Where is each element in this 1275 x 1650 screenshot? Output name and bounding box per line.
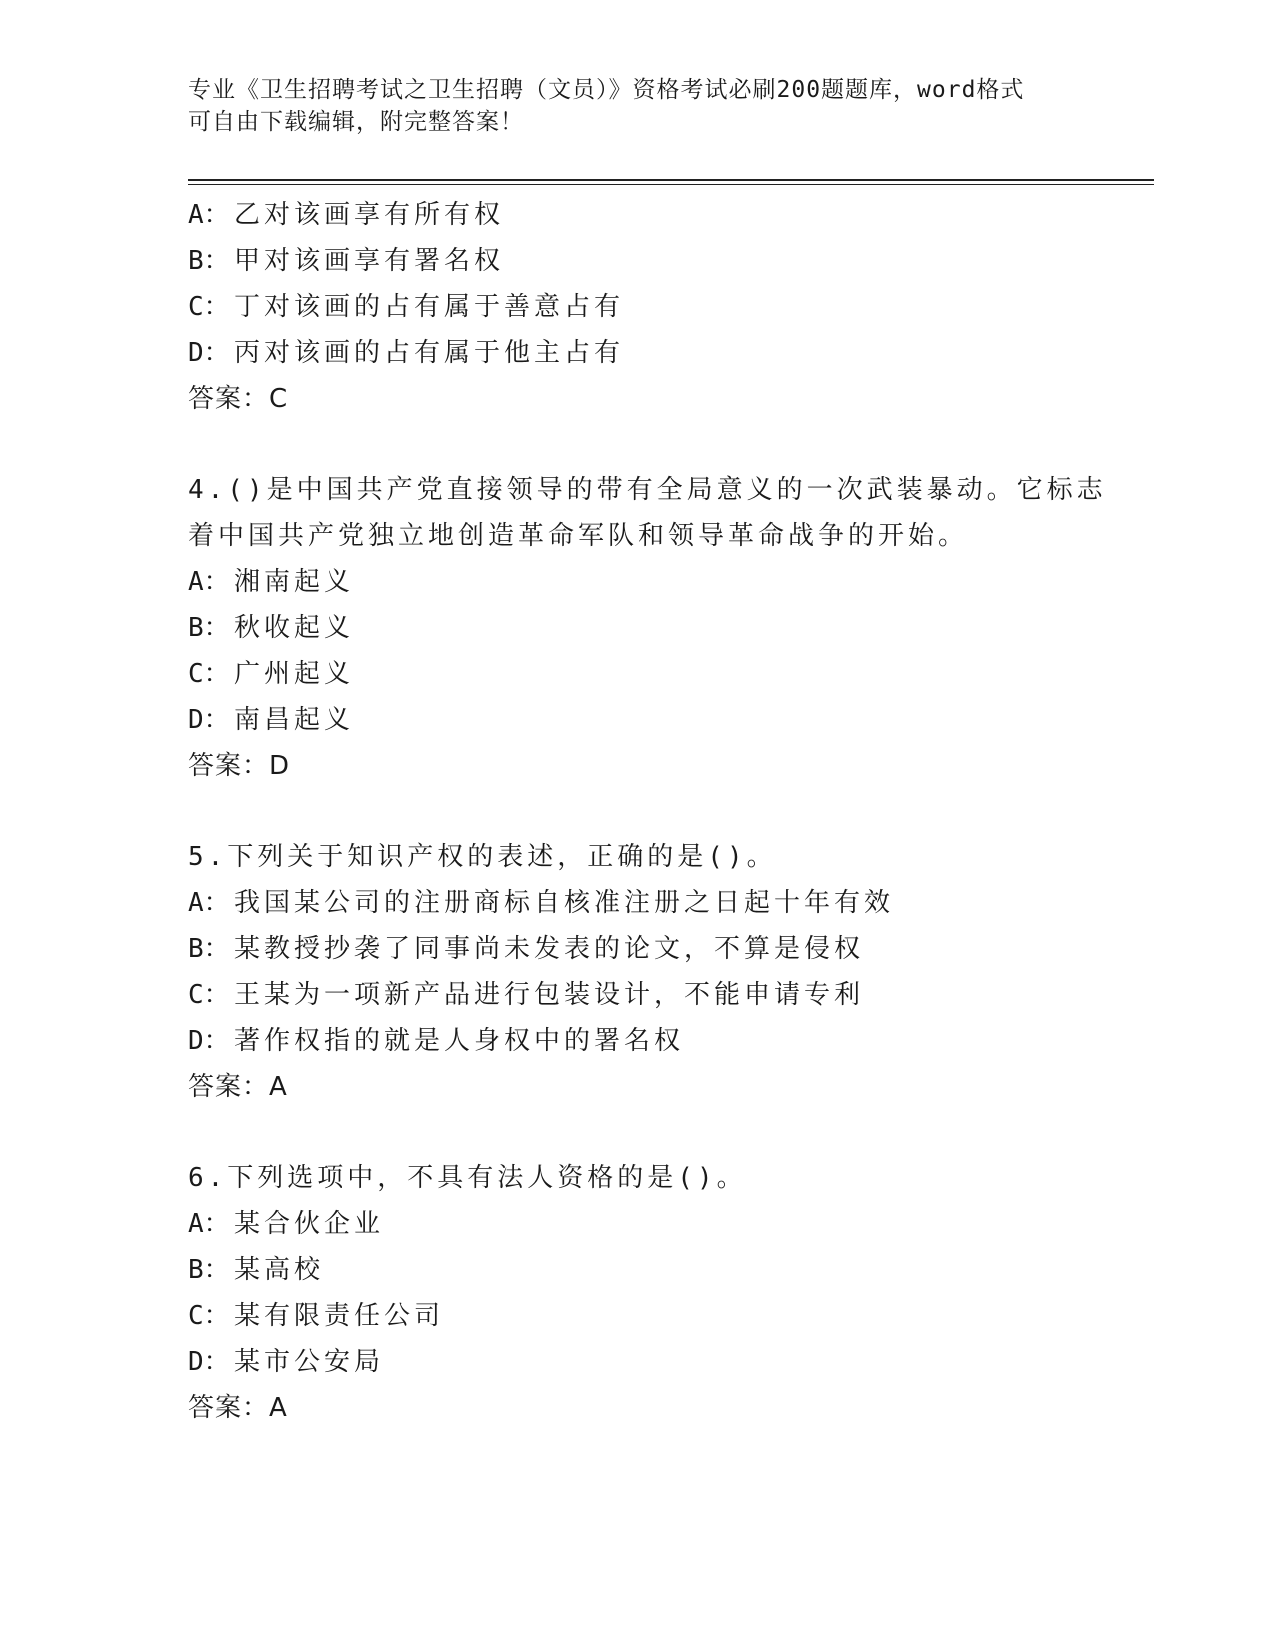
q4-option-a [188, 559, 1088, 605]
option-key: C： [188, 1301, 230, 1331]
q3-answer: 答案：C [188, 384, 289, 414]
option-text: 乙对该画享有所有权 [234, 200, 505, 230]
q6-option-d [188, 1339, 1088, 1385]
option-key: B： [188, 246, 230, 276]
q4-option-b [188, 605, 1088, 651]
q3-option-a [188, 192, 1088, 238]
question-5 [188, 834, 1088, 1110]
option-text: 南昌起义 [234, 705, 355, 735]
option-text: 我国某公司的注册商标自核准注册之日起十年有效 [234, 888, 895, 918]
q3-option-c [188, 284, 1088, 330]
q5-option-b [188, 926, 1088, 972]
question-list [188, 192, 1107, 1431]
spacer [188, 1110, 1088, 1155]
header-title-line-2: 可自由下载编辑，附完整答案！ [188, 109, 524, 135]
option-text: 著作权指的就是人身权中的署名权 [234, 1026, 685, 1056]
q4-answer: 答案：D [188, 751, 291, 781]
option-text: 广州起义 [234, 659, 355, 689]
document-header [188, 74, 1068, 138]
q6-answer: 答案：A [188, 1393, 288, 1423]
option-key: D： [188, 705, 230, 735]
q5-answer: 答案：A [188, 1072, 288, 1102]
header-title-line-1: 专业《卫生招聘考试之卫生招聘（文员）》资格考试必刷200题题库，word格式 [188, 77, 1025, 103]
option-key: C： [188, 292, 230, 322]
option-text: 秋收起义 [234, 613, 355, 643]
option-text: 某高校 [234, 1255, 325, 1285]
option-key: C： [188, 659, 230, 689]
option-key: B： [188, 613, 230, 643]
q6-option-b [188, 1247, 1088, 1293]
q5-option-c [188, 972, 1088, 1018]
option-text: 某有限责任公司 [234, 1301, 445, 1331]
option-text: 王某为一项新产品进行包装设计，不能申请专利 [234, 980, 865, 1010]
q3-option-b [188, 238, 1088, 284]
option-key: D： [188, 1347, 230, 1377]
q6-option-a [188, 1201, 1088, 1247]
option-key: A： [188, 200, 230, 230]
option-text: 某教授抄袭了同事尚未发表的论文，不算是侵权 [234, 934, 865, 964]
option-key: B： [188, 1255, 230, 1285]
option-key: A： [188, 1209, 230, 1239]
option-text: 丙对该画的占有属于他主占有 [234, 338, 625, 368]
question-3 [188, 192, 1088, 422]
spacer [188, 422, 1088, 467]
option-text: 甲对该画享有署名权 [234, 246, 505, 276]
option-key: C： [188, 980, 230, 1010]
question-4 [188, 467, 1107, 789]
q4-option-d [188, 697, 1088, 743]
option-key: A： [188, 888, 230, 918]
q4-option-c [188, 651, 1088, 697]
option-key: D： [188, 1026, 230, 1056]
q5-stem-line-1: 5.下列关于知识产权的表述，正确的是()。 [188, 842, 777, 872]
option-text: 丁对该画的占有属于善意占有 [234, 292, 625, 322]
option-key: B： [188, 934, 230, 964]
q6-stem-line-1: 6.下列选项中，不具有法人资格的是()。 [188, 1163, 747, 1193]
q5-option-d [188, 1018, 1088, 1064]
spacer [188, 789, 1088, 834]
option-text: 某合伙企业 [234, 1209, 385, 1239]
header-divider-thin [188, 184, 1154, 185]
q3-option-d [188, 330, 1088, 376]
option-key: D： [188, 338, 230, 368]
q6-option-c [188, 1293, 1088, 1339]
header-divider-thick [188, 179, 1154, 181]
option-text: 某市公安局 [234, 1347, 385, 1377]
q4-stem-line-2: 着中国共产党独立地创造革命军队和领导革命战争的开始。 [188, 521, 969, 551]
option-text: 湘南起义 [234, 567, 355, 597]
q4-stem-line-1: 4.()是中国共产党直接领导的带有全局意义的一次武装暴动。它标志 [188, 475, 1107, 505]
question-6 [188, 1155, 1088, 1431]
q5-option-a [188, 880, 1088, 926]
option-key: A： [188, 567, 230, 597]
